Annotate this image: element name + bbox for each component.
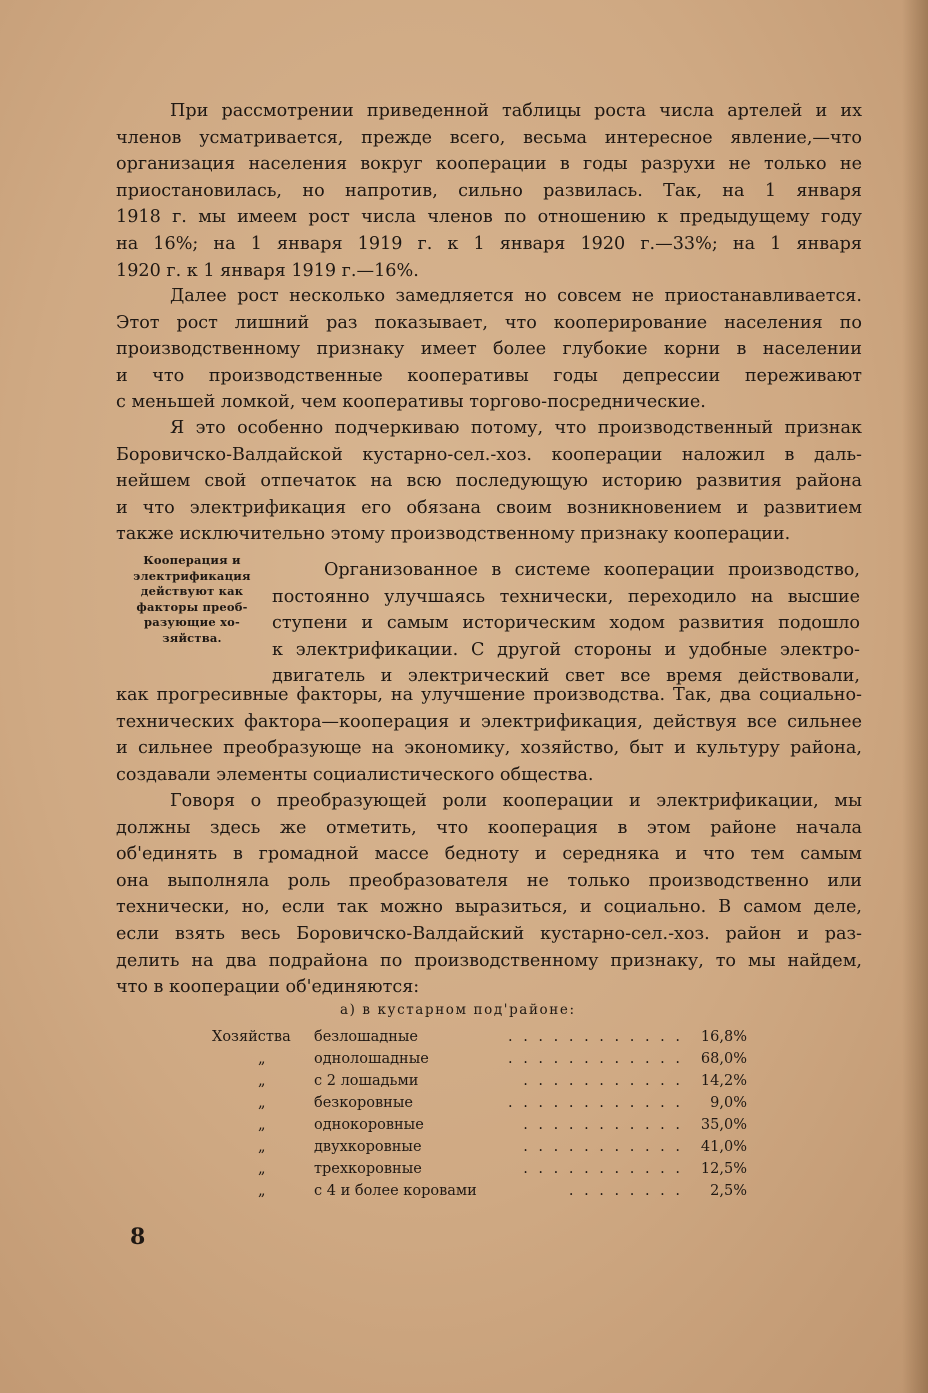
leader-dots: . . . . . . . . . . . . (507, 1051, 683, 1067)
row-value: 41,0% (700, 1139, 747, 1155)
text-line: к электрификации. С другой стороны и удобные электро- (272, 639, 860, 660)
text-line: Организованное в системе кооперации производство, (324, 560, 860, 580)
margin-note-line: факторы преоб- (136, 599, 248, 614)
margin-note-line: электрификация (133, 568, 251, 583)
text-line: делить на два подрайона по производственному признаку, то мы найдем, (116, 950, 862, 971)
page-number: 8 (130, 1224, 146, 1250)
text-line: нейшем свой отпечаток на всю последующую историю развития района (116, 471, 862, 492)
table-row (212, 1136, 747, 1158)
margin-note-line: действуют как (140, 584, 244, 598)
row-value: 9,0% (710, 1095, 747, 1111)
text-line: на 16%; на 1 января 1919 г. к 1 января 1920 г.—33%; на 1 января (116, 233, 862, 254)
table-row (212, 1070, 747, 1092)
row-prefix: „ (258, 1183, 266, 1199)
row-value: 68,0% (700, 1051, 747, 1067)
text-line: производственному признаку имеет более глубокие корни в населении (116, 339, 862, 360)
leader-dots: . . . . . . . . . . . (523, 1073, 683, 1089)
text-line: и сильнее преобразующе на экономику, хозяйство, быт и культуру района, (116, 738, 862, 759)
text-line: должны здесь же отметить, что кооперация в этом районе начала (116, 817, 862, 838)
text-line: ступени и самым историческим ходом развития подошло (272, 613, 860, 634)
row-prefix: „ (258, 1117, 266, 1133)
text-line: двигатель и электрический свет все время действовали, (272, 666, 860, 687)
text-line: технических фактора—кооперация и электрификация, действуя все сильнее (116, 711, 862, 732)
table-subheading: а) в кустарном под'районе: (340, 1002, 576, 1018)
text-line: 1918 г. мы имеем рост числа членов по отношению к предыдущему году (116, 207, 862, 228)
margin-note-line: Кооперация и (143, 553, 241, 567)
row-label: однокоровные (314, 1117, 424, 1133)
row-value: 16,8% (700, 1029, 747, 1045)
paragraph-5 (116, 788, 862, 1001)
leader-dots: . . . . . . . . . . . . (507, 1095, 683, 1111)
row-prefix: „ (258, 1095, 266, 1111)
table-row (212, 1092, 747, 1114)
text-line: Далее рост несколько замедляется но совсем не приостанавливается. (170, 286, 862, 306)
margin-note-line: зяйства. (162, 630, 222, 645)
text-line: и что электрификация его обязана своим возникновением и развитием (116, 497, 862, 518)
text-line: также исключительно этому производственному признаку кооперации. (116, 524, 791, 545)
text-line: Этот рост лишний раз показывает, что кооперирование населения по (116, 312, 862, 333)
leader-dots: . . . . . . . . . . . (523, 1117, 683, 1133)
table-row (212, 1180, 747, 1202)
row-value: 14,2% (700, 1073, 747, 1089)
row-value: 35,0% (700, 1117, 747, 1133)
text-line: технически, но, если так можно выразиться, и социально. В самом деле, (116, 897, 862, 918)
row-prefix: Хозяйства (212, 1029, 291, 1045)
leader-dots: . . . . . . . . . . . (523, 1161, 683, 1177)
text-line: как прогресивные факторы, на улучшение производства. Так, два социально- (116, 685, 862, 705)
table-row (212, 1158, 747, 1180)
row-prefix: „ (258, 1139, 266, 1155)
paragraph-1 (116, 98, 862, 284)
text-line: создавали элементы социалистического общества. (116, 764, 594, 785)
text-line: членов усматривается, прежде всего, весьма интересное явление,—что (116, 127, 862, 148)
paragraph-2 (116, 283, 862, 416)
row-value: 2,5% (710, 1183, 747, 1199)
row-prefix: „ (258, 1051, 266, 1067)
table-row (212, 1026, 747, 1048)
text-line: организация населения вокруг кооперации в годы разрухи не только не (116, 154, 862, 175)
text-line: Я это особенно подчеркиваю потому, что производственный признак (170, 418, 862, 438)
row-label: безлошадные (314, 1029, 418, 1045)
paragraph-4 (272, 557, 860, 690)
text-line: что в кооперации об'единяются: (116, 977, 420, 998)
row-label: с 4 и более коровами (314, 1183, 477, 1199)
text-line: 1920 г. к 1 января 1919 г.—16%. (116, 260, 419, 281)
text-line: с меньшей ломкой, чем кооперативы торгово-посреднические. (116, 392, 706, 413)
text-line: При рассмотрении приведенной таблицы роста числа артелей и их (170, 101, 862, 121)
text-line: и что производственные кооперативы годы депрессии переживают (116, 365, 862, 386)
leader-dots: . . . . . . . . (568, 1183, 683, 1199)
leader-dots: . . . . . . . . . . . . (507, 1029, 683, 1045)
page-edge-shadow (902, 0, 928, 1393)
text-line: если взять весь Боровичско-Валдайский кустарно-сел.-хоз. район и раз- (116, 923, 862, 944)
text-line: Боровичско-Валдайской кустарно-сел.-хоз. кооперации наложил в даль- (116, 444, 862, 465)
leader-dots: . . . . . . . . . . . (523, 1139, 683, 1155)
margin-note-line: разующие хо- (144, 615, 240, 629)
text-line: приостановилась, но напротив, сильно развилась. Так, на 1 января (116, 180, 862, 201)
row-prefix: „ (258, 1073, 266, 1089)
text-line: Говоря о преобразующей роли кооперации и электрификации, мы (170, 791, 862, 811)
paragraph-3 (116, 415, 862, 548)
row-label: трехкоровные (314, 1161, 422, 1177)
text-line: она выполняла роль преобразователя не только производственно или (116, 870, 862, 891)
row-label: безкоровные (314, 1095, 413, 1111)
row-label: с 2 лошадьми (314, 1073, 419, 1089)
table-row (212, 1048, 747, 1070)
text-line: об'единять в громадной массе бедноту и середняка и что тем самым (116, 844, 862, 865)
row-value: 12,5% (700, 1161, 747, 1177)
paragraph-4-continued (116, 682, 862, 788)
row-label: двухкоровные (314, 1139, 422, 1155)
margin-note (116, 553, 268, 646)
text-line: постоянно улучшаясь технически, переходило на высшие (272, 586, 860, 607)
row-prefix: „ (258, 1161, 266, 1177)
row-label: однолошадные (314, 1051, 429, 1067)
table-row (212, 1114, 747, 1136)
